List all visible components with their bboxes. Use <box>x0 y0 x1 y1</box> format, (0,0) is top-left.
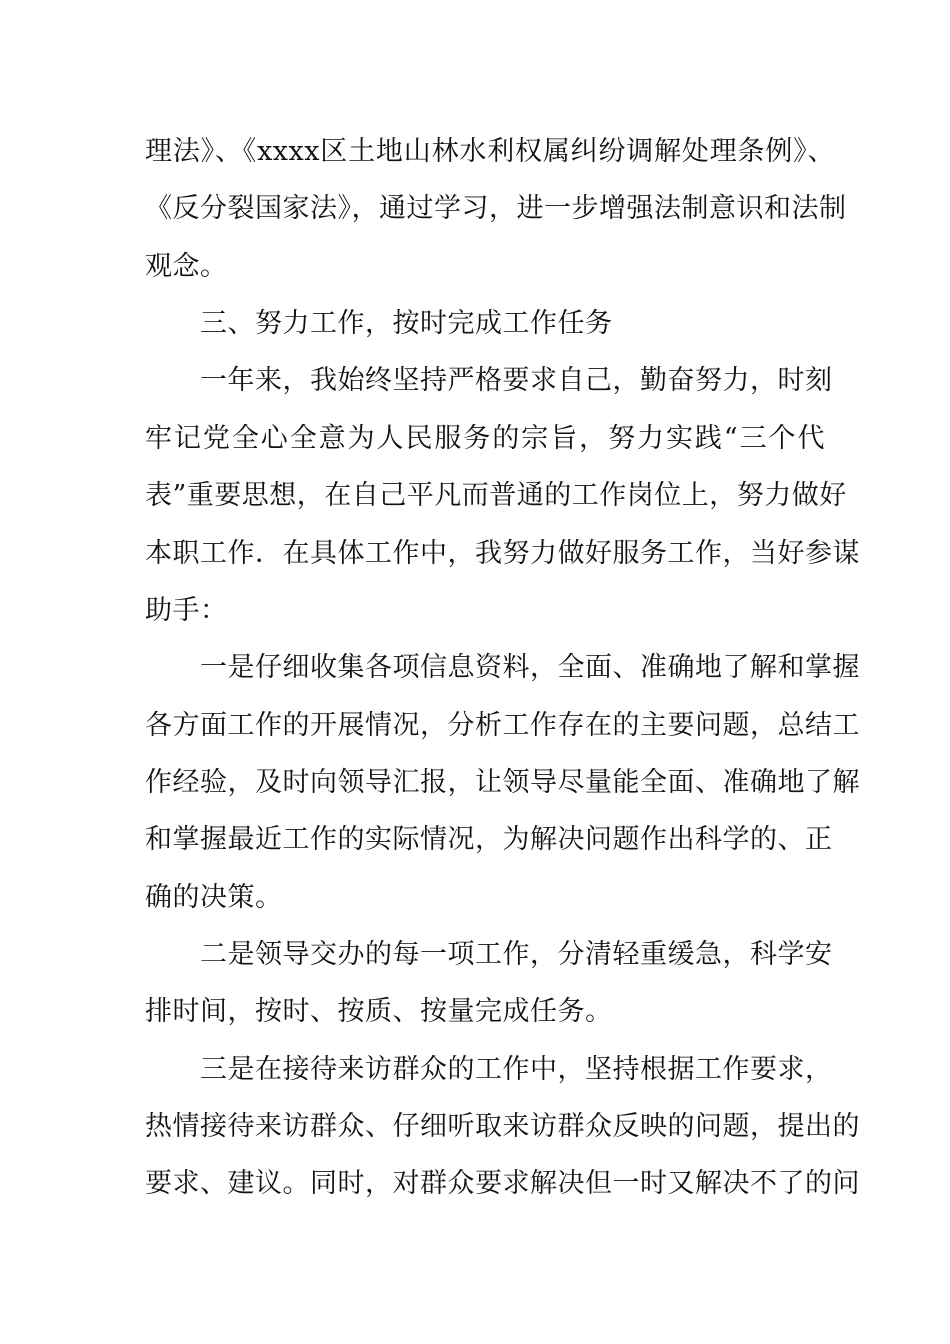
text-line-12: 作经验，及时向领导汇报，让领导尽量能全面、准确地了解 <box>145 767 860 798</box>
text-line-7: 表”重要思想，在自己平凡而普通的工作岗位上，努力做好 <box>145 480 847 511</box>
text-line-6: 牢记党全心全意为人民服务的宗旨，努力实践“三个代 <box>145 423 825 454</box>
text-line-18: 热情接待来访群众、仔细听取来访群众反映的问题，提出的 <box>145 1111 860 1142</box>
text-line-16: 排时间，按时、按质、按量完成任务。 <box>145 996 613 1027</box>
text-line-17: 三是在接待来访群众的工作中，坚持根据工作要求， <box>200 1054 833 1085</box>
text-line-5: 一年来，我始终坚持严格要求自己，勤奋努力，时刻 <box>200 365 833 396</box>
text-line-19: 要求、建议。同时，对群众要求解决但一时又解决不了的问 <box>145 1168 860 1199</box>
text-line-8: 本职工作．在具体工作中，我努力做好服务工作，当好参谋 <box>145 538 860 569</box>
text-line-3: 观念。 <box>145 251 228 282</box>
text-line-15: 二是领导交办的每一项工作，分清轻重缓急，科学安 <box>200 939 833 970</box>
section-heading: 三、努力工作，按时完成工作任务 <box>200 308 613 339</box>
text-line-1: 理法》、《xxxx区土地山林水利权属纠纷调解处理条例》、 <box>145 136 835 167</box>
text-line-11: 各方面工作的开展情况，分析工作存在的主要问题，总结工 <box>145 710 860 741</box>
text-line-13: 和掌握最近工作的实际情况，为解决问题作出科学的、正 <box>145 824 833 855</box>
text-line-9: 助手： <box>145 595 228 626</box>
text-line-10: 一是仔细收集各项信息资料，全面、准确地了解和掌握 <box>200 652 860 683</box>
text-line-14: 确的决策。 <box>145 882 283 913</box>
text-line-2: 《反分裂国家法》，通过学习，进一步增强法制意识和法制 <box>145 193 847 224</box>
